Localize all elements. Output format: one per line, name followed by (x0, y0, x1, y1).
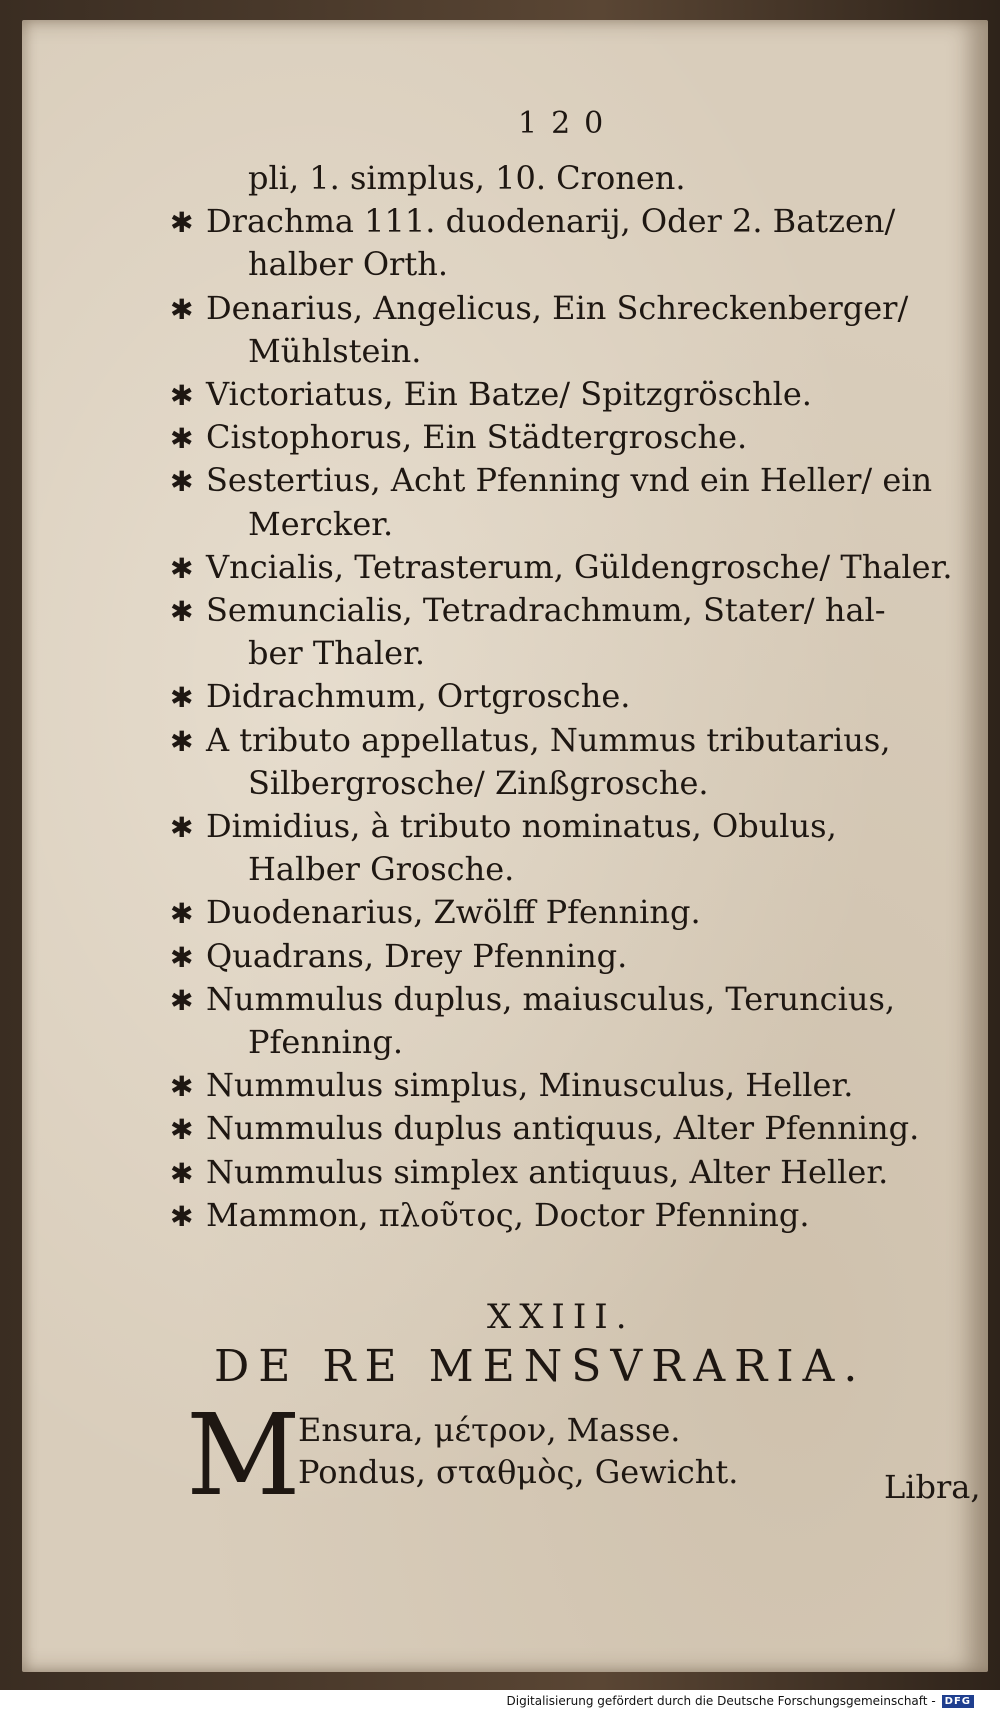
entry-text: Nummulus simplex antiquus, Alter Heller. (206, 1152, 889, 1191)
coin-entry (170, 590, 886, 632)
coin-entry (170, 417, 747, 459)
coin-entry-continuation (248, 504, 393, 544)
asterisk-marker: ✱ (170, 940, 194, 974)
asterisk-marker: ✱ (170, 1070, 194, 1104)
coin-entry (170, 806, 837, 848)
asterisk-marker: ✱ (170, 292, 194, 326)
asterisk-marker: ✱ (170, 595, 194, 628)
coin-entry (170, 1152, 888, 1194)
asterisk-marker: ✱ (170, 422, 194, 456)
asterisk-marker: ✱ (170, 1156, 194, 1190)
entry-text: Pfenning. (248, 1023, 404, 1061)
entry-text: Silbergrosche/ Zinßgrosche. (248, 763, 709, 802)
coin-entry-continuation (248, 849, 514, 889)
measure-line: Pondus, σταθμὸς, Gewicht. (298, 1453, 739, 1491)
entry-text: Vncialis, Tetrasterum, Güldengrosche/ Thaler. (206, 547, 953, 586)
asterisk-marker: ✱ (170, 897, 194, 931)
entry-text: Denarius, Angelicus, Ein Schreckenberger/ (206, 288, 909, 327)
entry-text: Semuncialis, Tetradrachmum, Stater/ hal- (206, 591, 886, 629)
coin-entry (170, 892, 701, 934)
asterisk-marker: ✱ (170, 551, 194, 585)
entry-text: ber Thaler. (248, 634, 426, 673)
entry-text: A tributo appellatus, Nummus tributarius, (206, 720, 891, 759)
digitization-credit (507, 1694, 975, 1708)
asterisk-marker: ✱ (170, 379, 194, 412)
entry-text: pli, 1. simplus, 10. Cronen. (248, 159, 686, 197)
coin-entry (170, 547, 953, 589)
coin-entry (170, 720, 890, 762)
entry-text: Duodenarius, Zwölff Pfenning. (206, 893, 701, 932)
coin-entry (170, 1065, 853, 1107)
entry-text: Cistophorus, Ein Städtergrosche. (206, 418, 748, 457)
entry-text: Halber Grosche. (248, 850, 515, 889)
entry-text: Nummulus duplus antiquus, Alter Pfenning. (206, 1109, 920, 1148)
page-number: 120 (518, 106, 618, 141)
coin-entry (170, 1108, 919, 1150)
asterisk-marker: ✱ (170, 681, 194, 715)
coin-entry (170, 979, 895, 1021)
asterisk-marker: ✱ (170, 206, 194, 240)
coin-entry (170, 374, 812, 416)
section-number: XXIII. (487, 1297, 635, 1337)
asterisk-marker: ✱ (170, 1113, 194, 1147)
asterisk-marker: ✱ (170, 724, 194, 758)
measure-line: Ensura, μέτρον, Masse. (298, 1411, 681, 1449)
entry-text: Sestertius, Acht Pfenning vnd ein Heller/ ein (206, 461, 933, 500)
asterisk-marker: ✱ (170, 1199, 194, 1233)
entry-text: Mammon, πλοῦτος, Doctor Pfenning. (206, 1195, 810, 1234)
entry-text: halber Orth. (248, 245, 448, 284)
coin-entry-continuation (248, 633, 425, 673)
entry-text: Victoriatus, Ein Batze/ Spitzgröschle. (206, 375, 812, 413)
entry-text: Didrachmum, Ortgrosche. (206, 677, 631, 716)
coin-entry (170, 676, 630, 718)
entry-text: Mühlstein. (248, 331, 422, 370)
entry-text: Nummulus duplus, maiusculus, Teruncius, (206, 979, 896, 1018)
entry-text: Quadrans, Drey Pfenning. (206, 936, 628, 975)
asterisk-marker: ✱ (170, 465, 194, 499)
credit-text: Digitalisierung gefördert durch die Deutsche Forschungsgemeinschaft - (506, 1694, 936, 1708)
coin-entry (170, 936, 627, 978)
coin-entry-continuation (248, 1022, 403, 1062)
coin-entry (170, 1195, 809, 1237)
entry-text: Drachma 111. duodenarij, Oder 2. Batzen/ (206, 202, 896, 241)
coin-entry-continuation (248, 244, 448, 284)
entry-text: Nummulus simplus, Minusculus, Heller. (206, 1066, 854, 1105)
asterisk-marker: ✱ (170, 983, 194, 1017)
coin-entry (170, 288, 908, 330)
drop-capital: M (186, 1391, 301, 1521)
catchword: Libra, (884, 1468, 981, 1506)
coin-entry (170, 201, 895, 243)
dfg-logo: DFG (942, 1695, 974, 1708)
coin-entry (248, 158, 686, 198)
entry-text: Dimidius, à tributo nominatus, Obulus, (206, 807, 837, 845)
coin-entry-continuation (248, 763, 709, 803)
entry-text: Mercker. (248, 504, 394, 543)
section-title: DE RE MENSVRARIA. (214, 1341, 867, 1392)
asterisk-marker: ✱ (170, 811, 194, 844)
coin-entry-continuation (248, 331, 421, 371)
coin-entry (170, 460, 932, 502)
